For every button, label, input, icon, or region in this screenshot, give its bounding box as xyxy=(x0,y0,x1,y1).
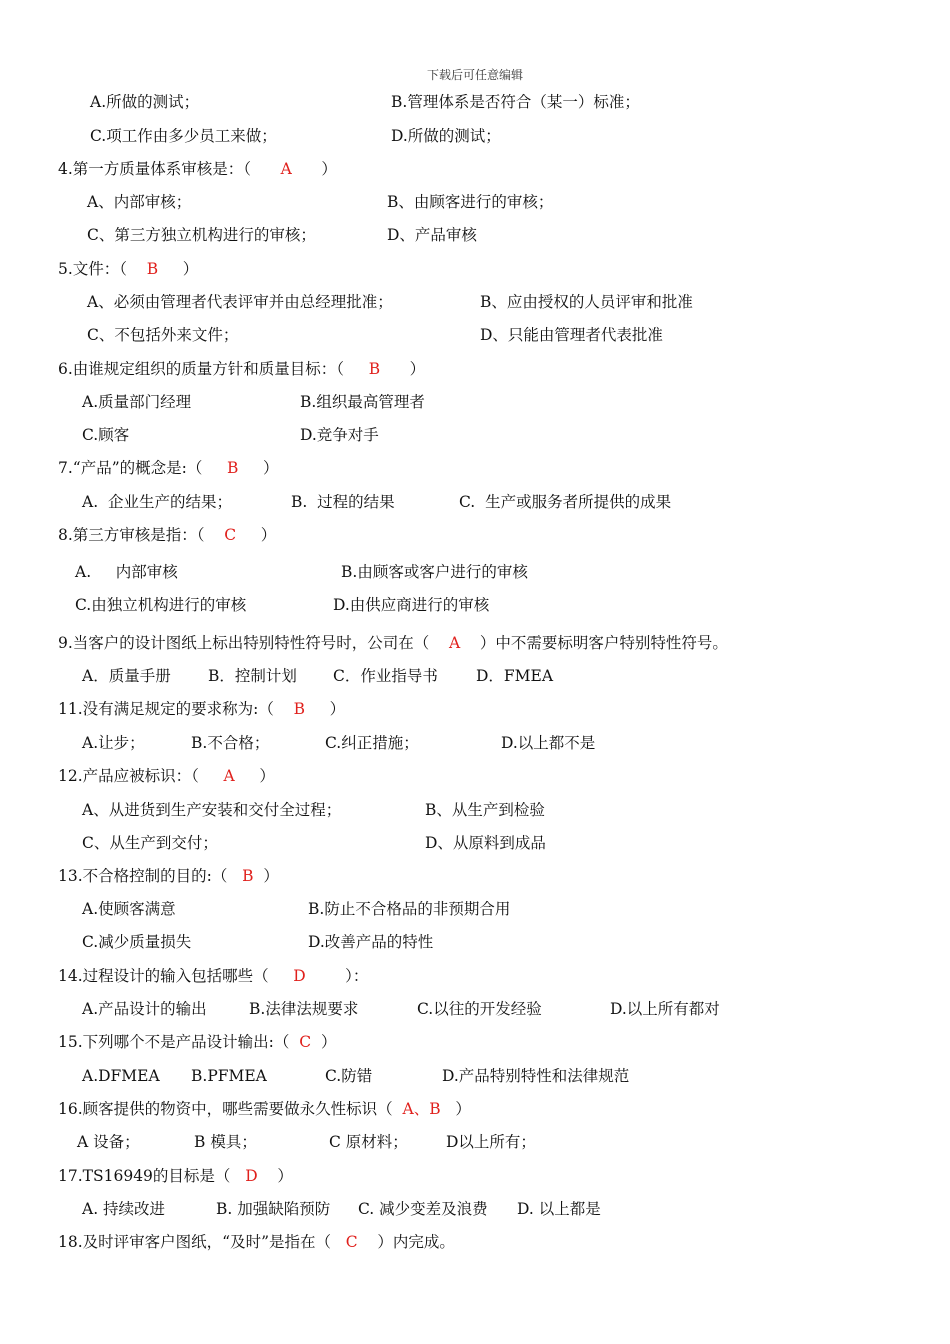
option-item: D.产品特别特性和法律规范 xyxy=(442,1067,630,1085)
question-text: 16.顾客提供的物资中，哪些需要做永久性标识（ xyxy=(58,1100,403,1118)
question-stem xyxy=(58,159,337,179)
question-stem xyxy=(58,766,275,786)
option-item: B.由顾客或客户进行的审核 xyxy=(341,563,528,581)
option-item: D以上所有； xyxy=(446,1133,536,1151)
option-item: A、必须由管理者代表评审并由总经理批准； xyxy=(87,293,393,311)
question-stem xyxy=(58,699,345,719)
question-stem xyxy=(58,458,279,478)
question-text-tail: ） xyxy=(291,160,337,178)
question-stem xyxy=(58,966,368,986)
option-item: A.DFMEA xyxy=(82,1067,160,1085)
answer-key: A xyxy=(280,160,292,178)
question-stem xyxy=(58,359,425,379)
question-stem xyxy=(58,633,728,653)
question-text: 5.文件：（ xyxy=(58,260,147,278)
question-text: 4.第一方质量体系审核是：（ xyxy=(58,160,281,178)
question-text-tail: ） xyxy=(440,1100,471,1118)
answer-key: C xyxy=(345,1233,358,1251)
option-item: D、从原料到成品 xyxy=(425,834,546,852)
question-stem xyxy=(58,525,276,545)
page-header: 下载后可任意编辑 xyxy=(426,68,523,82)
option-item: D.改善产品的特性 xyxy=(308,933,434,951)
question-text-tail: ） xyxy=(253,867,279,885)
option-item: C.顾客 xyxy=(82,426,130,444)
option-item: C、第三方独立机构进行的审核； xyxy=(87,226,316,244)
question-text-tail: ）： xyxy=(305,967,369,985)
answer-key: C xyxy=(299,1033,312,1051)
option-item: B.法律法规要求 xyxy=(249,1000,359,1018)
option-item: A. 内部审核 xyxy=(75,563,178,581)
answer-key: C xyxy=(224,526,237,544)
option-item: D、只能由管理者代表批准 xyxy=(480,326,663,344)
question-text-tail: ） xyxy=(311,1033,337,1051)
question-text: 6.由谁规定组织的质量方针和质量目标：（ xyxy=(58,360,369,378)
question-text: 18.及时评审客户图纸，“及时”是指在（ xyxy=(58,1233,346,1251)
option-item: A、从进货到生产安装和交付全过程； xyxy=(82,801,342,819)
option-item: C.防错 xyxy=(325,1067,373,1085)
option-item: A．质量手册 xyxy=(82,667,171,685)
question-text: 11.没有满足规定的要求称为:（ xyxy=(58,700,294,718)
option-item: A 设备； xyxy=(77,1133,140,1151)
option-item: A.使顾客满意 xyxy=(82,900,176,918)
option-item: B.防止不合格品的非预期合用 xyxy=(308,900,511,918)
option-item: B.PFMEA xyxy=(191,1067,267,1085)
option-item: B、应由授权的人员评审和批准 xyxy=(480,293,693,311)
option-item: A. 企业生产的结果； xyxy=(82,493,232,511)
option-item: D、产品审核 xyxy=(387,226,477,244)
answer-key: B xyxy=(227,459,239,477)
option-item: B．控制计划 xyxy=(208,667,297,685)
option-item: A、内部审核； xyxy=(87,193,192,211)
question-text-tail: ） xyxy=(158,260,199,278)
question-text: 9.当客户的设计图纸上标出特别特性符号时，公司在（ xyxy=(58,634,449,652)
option-item: C、从生产到交付； xyxy=(82,834,218,852)
question-text-tail: ） xyxy=(236,526,277,544)
answer-key: D xyxy=(245,1167,258,1185)
question-text-tail: ） xyxy=(304,700,346,718)
question-text-tail: ） xyxy=(238,459,279,477)
option-item: B. 加强缺陷预防 xyxy=(216,1200,331,1218)
option-item: D.以上所有都对 xyxy=(610,1000,720,1018)
question-stem xyxy=(58,1032,336,1052)
answer-key: B xyxy=(368,360,381,378)
option-item: D.以上都不是 xyxy=(501,734,596,752)
question-text: 15.下列哪个不是产品设计输出:（ xyxy=(58,1033,300,1051)
option-item: C.纠正措施； xyxy=(325,734,419,752)
option-item: D.由供应商进行的审核 xyxy=(333,596,490,614)
option-item: C.由独立机构进行的审核 xyxy=(75,596,247,614)
option-item: B 模具； xyxy=(194,1133,257,1151)
option-item: A.产品设计的输出 xyxy=(82,1000,207,1018)
option-item: C.减少质量损失 xyxy=(82,933,192,951)
answer-key: A、B xyxy=(402,1100,441,1118)
question-text: 7.“产品”的概念是:（ xyxy=(58,459,227,477)
option-item: C．作业指导书 xyxy=(333,667,438,685)
question-text-tail: ）内完成。 xyxy=(357,1233,455,1251)
option-item: B. 过程的结果 xyxy=(291,493,395,511)
question-stem xyxy=(58,1099,471,1119)
option-item: B、由顾客进行的审核； xyxy=(387,193,554,211)
option-item: B.不合格； xyxy=(191,734,270,752)
question-text: 13.不合格控制的目的:（ xyxy=(58,867,243,885)
answer-key: B xyxy=(242,867,254,885)
question-text: 12.产品应被标识：（ xyxy=(58,767,224,785)
question-text-tail: ） xyxy=(380,360,426,378)
option-item: B.管理体系是否符合（某一）标准； xyxy=(391,93,640,111)
answer-key: A xyxy=(449,634,461,652)
option-item: D.竞争对手 xyxy=(300,426,379,444)
option-item: C. 减少变差及浪费 xyxy=(358,1200,488,1218)
question-stem xyxy=(58,259,198,279)
option-item: C.项工作由多少员工来做； xyxy=(90,127,277,145)
question-text-tail: ） xyxy=(257,1167,293,1185)
option-item: B.组织最高管理者 xyxy=(300,393,425,411)
option-item: C. 生产或服务者所提供的成果 xyxy=(459,493,672,511)
option-item: C 原材料； xyxy=(329,1133,408,1151)
question-text: 8.第三方审核是指：（ xyxy=(58,526,225,544)
question-stem xyxy=(58,1232,455,1252)
option-item: D.所做的测试； xyxy=(391,127,501,145)
question-stem xyxy=(58,866,279,886)
option-item: D. 以上都是 xyxy=(517,1200,601,1218)
option-item: A.所做的测试； xyxy=(90,93,200,111)
option-item: D．FMEA xyxy=(476,667,554,685)
option-item: A.让步； xyxy=(82,734,145,752)
option-item: A.质量部门经理 xyxy=(82,393,192,411)
question-stem xyxy=(58,1166,293,1186)
option-item: C.以往的开发经验 xyxy=(417,1000,542,1018)
answer-key: D xyxy=(293,967,306,985)
question-text: 14.过程设计的输入包括哪些（ xyxy=(58,967,294,985)
question-text-tail: ）中不需要标明客户特别特性符号。 xyxy=(460,634,728,652)
option-item: C、不包括外来文件； xyxy=(87,326,239,344)
question-text-tail: ） xyxy=(234,767,275,785)
option-item: B、从生产到检验 xyxy=(425,801,545,819)
option-item: A. 持续改进 xyxy=(82,1200,166,1218)
answer-key: B xyxy=(293,700,305,718)
question-text: 17.TS16949的目标是（ xyxy=(58,1167,246,1185)
answer-key: A xyxy=(223,767,235,785)
answer-key: B xyxy=(146,260,159,278)
